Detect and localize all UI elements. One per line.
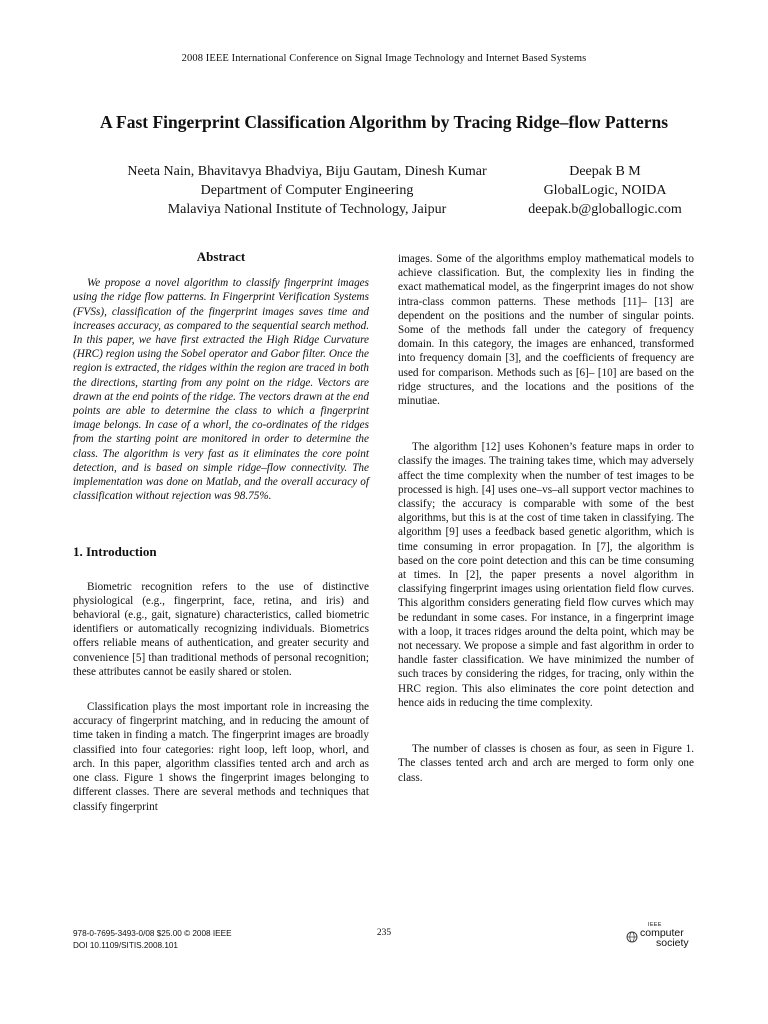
paragraph: The algorithm [12] uses Kohonen’s feature maps in order to classify the images. The training takes time, which may adversely affect the time complexity when the number of test images to be processed is high. [4] uses one–vs–all support vector machines to classify; the accuracy is comparable with some of the best algorithms, but this is at the cost of time taken in classifying. The algorithm [9] uses a feedback based genetic algorithm, which is time consuming in error propagation. In [7], the algorithm is based on the core point detection and this can be time consuming at times. In [2], the paper presents a novel algorithm in classifying fingerprint images using orientation field flow curves. This algorithm considers generating field flow curves which may be redundant in some cases. For instance, in a fingerprint image with a loop, it traces ridges around the delta point, which may be not necessary. We propose a simple and fast algorithm in order to handle faster classification. We have minimized the number of such traces by considering the ridges, for tracing, only within the HRC region. This also eliminates the core point detection and hence aids in reducing the time complexity. — [398, 441, 694, 709]
author-email-2[interactable]: deepak.b@globallogic.com — [528, 202, 682, 217]
paper-title: A Fast Fingerprint Classification Algorithm by Tracing Ridge–flow Patterns — [99, 112, 669, 132]
section-heading-introduction: 1. Introduction — [73, 544, 157, 560]
conference-header: 2008 IEEE International Conference on Signal Image Technology and Internet Based Systems — [181, 53, 587, 64]
paragraph: The number of classes is chosen as four, as seen in Figure 1. The classes tented arch and arch are merged to form only one class. — [398, 743, 694, 784]
footer-doi: DOI 10.1109/SITIS.2008.101 — [73, 941, 178, 950]
author-institution: Malaviya National Institute of Technology, Jaipur — [167, 202, 447, 217]
globe-icon — [626, 931, 638, 943]
authors-right — [470, 162, 740, 219]
left-column — [73, 250, 369, 814]
abstract-text: We propose a novel algorithm to classify fingerprint images using the ridge flow patterns. In Fingerprint Verification Systems (FVSs), classification of the fingerprint images saves time and increases accuracy, as compared to the sequential search method. In this paper, we have first extracted the High Ridge Curvature (HRC) region using the Sobel operator and Gabor filter. Once the region is extracted, the ridges within the region are traced in both the directions, starting from any point on the ridge. Vectors are drawn at the end points of the ridge. The vectors drawn at the end points are able to determine the class to which a fingerprint image belongs. In case of a whorl, the co-ordinates of the ridges from the starting point are monitored in order to determine the class. The algorithm is very fast as it eliminates the core point detection, and is based on simple ridge–flow connectivity. The implementation was done on Matlab, and the overall accuracy of classification without rejection was 98.75%. — [73, 277, 369, 503]
author-affiliation-2: GlobalLogic, NOIDA — [543, 183, 667, 198]
ieee-computer-society-logo — [626, 922, 696, 954]
paragraph: Biometric recognition refers to the use of distinctive physiological (e.g., fingerprint, face, retina, and iris) and behavioral (e.g., gait, signature) characteristics, called biometric identifiers or automatically recognizing individuals. Biometrics offers reliable means of authentication, and greater security and convenience [5] than traditional methods of personal recognition; these attributes cannot be easily shared or stolen. — [73, 580, 369, 678]
logo-computer-text: computer — [640, 927, 684, 939]
author-name-2: Deepak B M — [569, 164, 641, 179]
author-department: Department of Computer Engineering — [200, 183, 414, 198]
page-number: 235 — [376, 928, 392, 938]
author-names: Neeta Nain, Bhavitavya Bhadviya, Biju Gautam, Dinesh Kumar — [127, 164, 487, 179]
paragraph: Classification plays the most important role in increasing the accuracy of fingerprint matching, and in reducing the amount of time taken in finding a match. The fingerprint images are broadly classified into four categories: right loop, left loop, whorl, and arch. In this paper, algorithm classifies tented arch and arch as one class. Figure 1 shows the fingerprint images belonging to different classes. There are several methods and techniques that classify fingerprint — [73, 701, 369, 813]
footer-isbn: 978-0-7695-3493-0/08 $25.00 © 2008 IEEE — [73, 929, 232, 938]
logo-ieee-text: IEEE — [648, 922, 662, 928]
abstract-heading: Abstract — [196, 249, 246, 264]
paragraph: images. Some of the algorithms employ mathematical models to achieve classification. But, the complexity lies in finding the exact mathematical model, as the fingerprint images do not show intra-class common patterns. These methods [11]– [13] are dependent on the positions and the number of singular points. Some of the methods fall under the category of frequency domain. In this category, the images are enhanced, transformed into frequency domain [3], and the coefficients of frequency are used for comparison. Methods such as [6]– [10] are based on the ridge structures, and the locations and the positions of the minutiae. — [398, 253, 694, 408]
right-column — [398, 252, 694, 785]
logo-society-text: society — [656, 937, 689, 949]
